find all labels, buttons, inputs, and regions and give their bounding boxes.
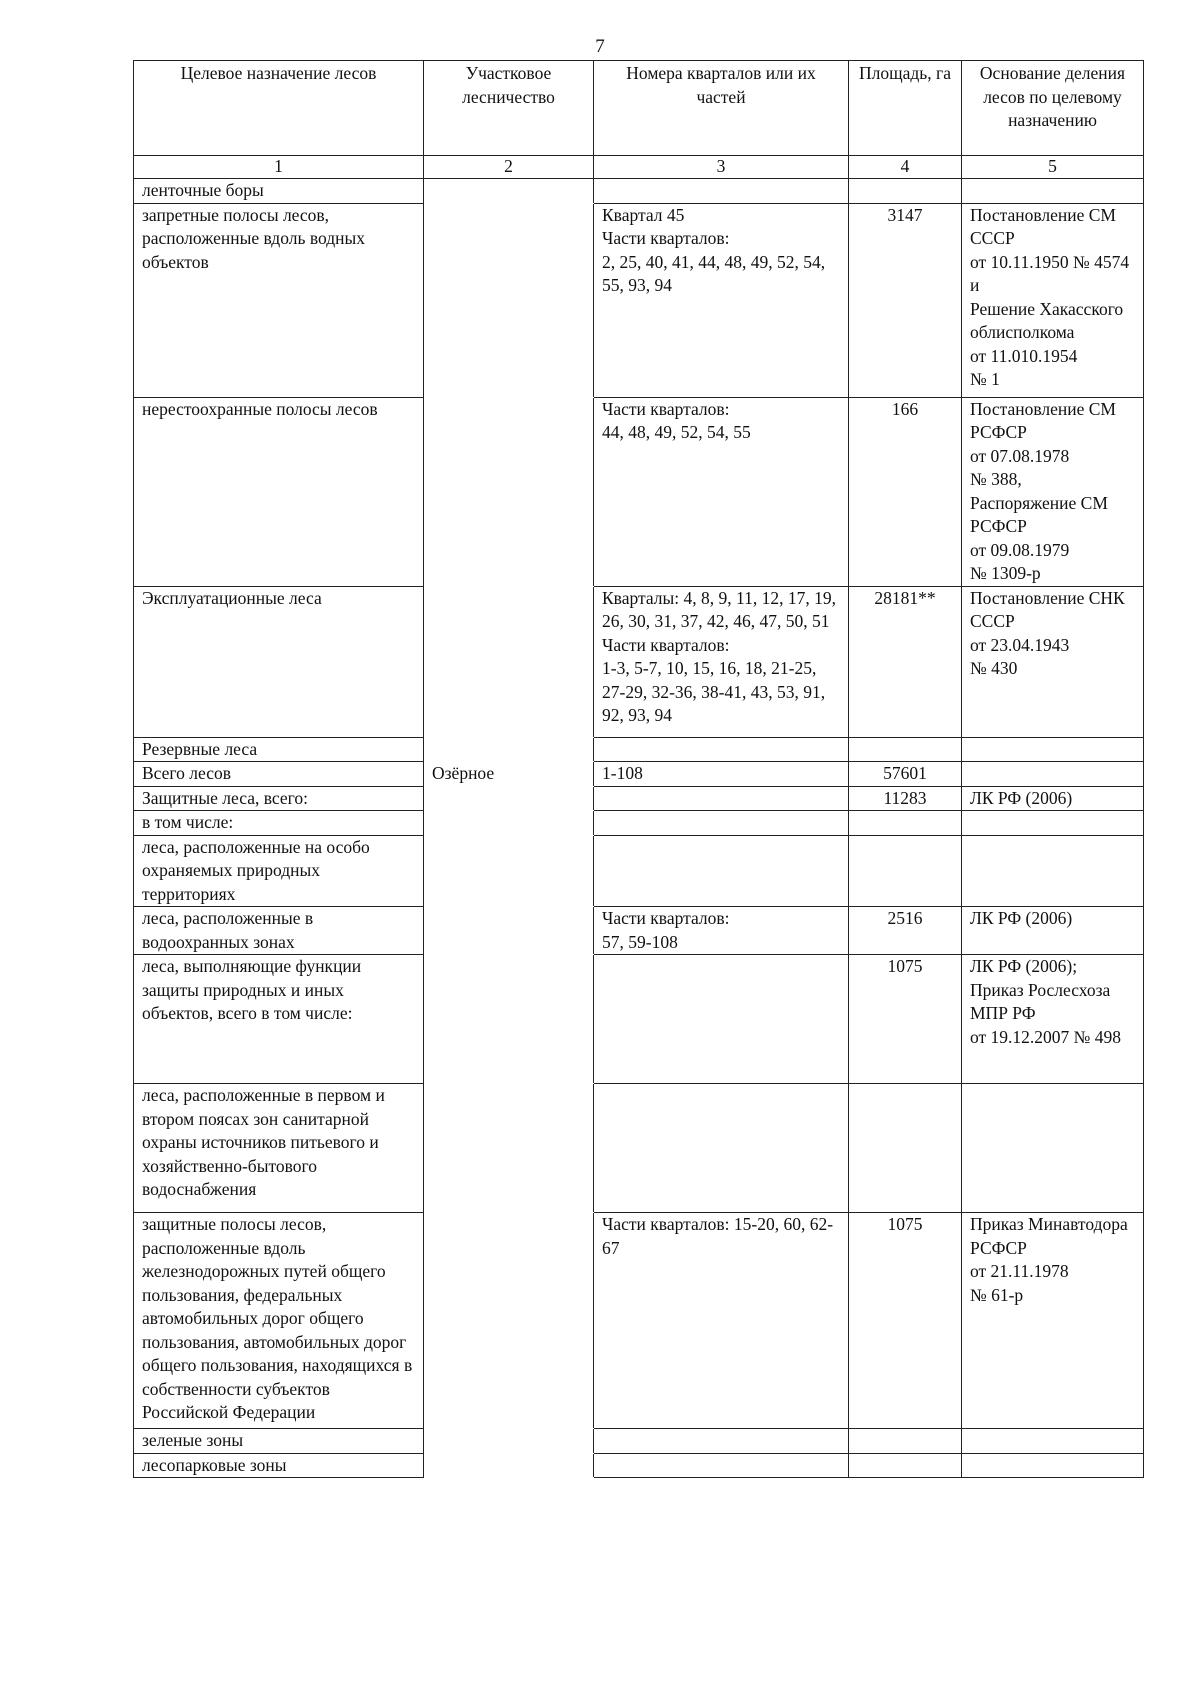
district-cell: [424, 737, 594, 762]
table-row: [134, 762, 1144, 787]
purpose-cell: [134, 811, 424, 836]
purpose-cell: [134, 786, 424, 811]
area-cell: [849, 203, 962, 397]
quarters-cell: [594, 203, 849, 397]
quarters-cell: [594, 811, 849, 836]
basis-cell: [962, 737, 1144, 762]
district-cell: [424, 786, 594, 811]
basis-cell: [962, 1453, 1144, 1478]
purpose-cell: [134, 586, 424, 737]
area-cell: [849, 811, 962, 836]
purpose-cell: [134, 1429, 424, 1454]
cell-text-line: леса, расположенные в водоохранных зонах: [142, 908, 314, 952]
header-quarter-numbers: Номера кварталов или их частей: [594, 61, 849, 156]
table-row: [134, 179, 1144, 204]
quarters-cell: [594, 955, 849, 1084]
cell-text-line: леса, выполняющие функции защиты природных и иных объектов, всего в том числе:: [142, 956, 362, 1023]
cell-text-line: № 61-р: [970, 1284, 1024, 1305]
cell-text-line: Квартал 45: [602, 204, 685, 225]
table-row: [134, 737, 1144, 762]
table-row: [134, 955, 1144, 1084]
cell-text-line: в том числе:: [142, 812, 234, 832]
area-cell: [849, 786, 962, 811]
quarters-cell: [594, 397, 849, 586]
cell-text-line: 166: [891, 398, 919, 419]
basis-cell: [962, 835, 1144, 907]
header-forestry-district: Участковое лесничество: [424, 61, 594, 156]
cell-text-line: 2516: [887, 908, 923, 928]
cell-text-line: 44, 48, 49, 52, 54, 55: [602, 422, 751, 442]
basis-cell: [962, 907, 1144, 955]
cell-text-line: Постановление СНК СССР: [970, 587, 1125, 631]
purpose-cell: [134, 1084, 424, 1213]
district-cell: [424, 955, 594, 1084]
cell-text-line: № 1309-р: [970, 563, 1041, 583]
cell-text-line: от 09.08.1979: [970, 539, 1070, 560]
area-cell: [849, 737, 962, 762]
purpose-cell: [134, 907, 424, 955]
table-body: [134, 179, 1144, 1478]
cell-text-line: Кварталы: 4, 8, 9, 11, 12, 17, 19, 26, 30, 31, 37, 42, 46, 47, 50, 51: [602, 587, 836, 631]
column-number: 5: [962, 156, 1144, 179]
cell-text-line: № 388,: [970, 469, 1022, 489]
quarters-cell: [594, 179, 849, 204]
column-number: 1: [134, 156, 424, 179]
cell-text-line: № 430: [970, 658, 1018, 678]
cell-text-line: от 07.08.1978: [970, 445, 1070, 466]
area-cell: [849, 179, 962, 204]
cell-text-line: 57, 59-108: [602, 931, 678, 952]
table-row: [134, 811, 1144, 836]
table-row: [134, 203, 1144, 397]
area-cell: [849, 955, 962, 1084]
cell-text-line: Эксплуатационные леса: [142, 587, 322, 608]
purpose-cell: [134, 397, 424, 586]
quarters-cell: [594, 907, 849, 955]
cell-text-line: 11283: [883, 787, 927, 808]
cell-text-line: запретные полосы лесов, расположенные вдоль водных объектов: [142, 204, 365, 272]
district-cell: [424, 1453, 594, 1478]
cell-text-line: Защитные леса, всего:: [142, 787, 308, 808]
basis-cell: [962, 786, 1144, 811]
cell-text-line: защитные полосы лесов, расположенные вдоль железнодорожных путей общего пользования, федеральных автомобильных дорог общего пользования, автомобильных дорог общего пользования, находящихся в собственности субъектов Российской Федерации: [142, 1214, 413, 1422]
column-number: 4: [849, 156, 962, 179]
basis-cell: [962, 762, 1144, 787]
header-purpose: Целевое назначение лесов: [134, 61, 424, 156]
district-cell: [424, 835, 594, 907]
cell-text-line: нерестоохранные полосы лесов: [142, 398, 378, 419]
area-cell: [849, 762, 962, 787]
district-cell: [424, 811, 594, 836]
cell-text-line: Приказ Минавтодора РСФСР: [970, 1214, 1128, 1258]
quarters-cell: [594, 1453, 849, 1478]
table-header-row: [134, 61, 1144, 156]
cell-text-line: 3147: [887, 204, 923, 225]
quarters-cell: [594, 1429, 849, 1454]
purpose-cell: [134, 762, 424, 787]
cell-text-line: Резервные леса: [142, 738, 258, 759]
cell-text-line: Постановление СМ СССР: [970, 204, 1116, 248]
cell-text-line: ЛК РФ (2006): [970, 787, 1073, 808]
header-area: Площадь, га: [849, 61, 962, 156]
quarters-cell: [594, 1084, 849, 1213]
purpose-cell: [134, 1213, 424, 1429]
quarters-cell: [594, 586, 849, 737]
basis-cell: [962, 586, 1144, 737]
table-row: [134, 586, 1144, 737]
quarters-cell: [594, 737, 849, 762]
table-row: [134, 1453, 1144, 1478]
table-row: [134, 397, 1144, 586]
area-cell: [849, 586, 962, 737]
basis-cell: [962, 397, 1144, 586]
cell-text-line: Озёрное: [432, 763, 495, 783]
cell-text-line: № 1: [970, 369, 1000, 389]
header-basis: Основание деления лесов по целевому назначению: [962, 61, 1144, 156]
purpose-cell: [134, 203, 424, 397]
purpose-cell: [134, 737, 424, 762]
basis-cell: [962, 1213, 1144, 1429]
cell-text-line: 1-108: [602, 763, 643, 783]
district-cell: [424, 762, 594, 787]
area-cell: [849, 907, 962, 955]
cell-text-line: Решение Хакасского облисполкома: [970, 298, 1124, 342]
table-row: [134, 786, 1144, 811]
purpose-cell: [134, 1453, 424, 1478]
district-cell: [424, 907, 594, 955]
basis-cell: [962, 1429, 1144, 1454]
purpose-cell: [134, 179, 424, 204]
basis-cell: [962, 1084, 1144, 1213]
page-number: 7: [595, 36, 605, 57]
forest-purpose-table: [133, 60, 1144, 1478]
basis-cell: [962, 955, 1144, 1084]
table-row: [134, 1429, 1144, 1454]
table-row: [134, 1084, 1144, 1213]
area-cell: [849, 1213, 962, 1429]
column-number-row: [134, 156, 1144, 179]
cell-text-line: от 11.010.1954: [970, 345, 1078, 366]
table-row: [134, 907, 1144, 955]
area-cell: [849, 835, 962, 907]
cell-text-line: 28181**: [874, 587, 936, 608]
area-cell: [849, 1429, 962, 1454]
column-number: 3: [594, 156, 849, 179]
cell-text-line: Постановление СМ РСФСР: [970, 398, 1116, 442]
table-row: [134, 1213, 1144, 1429]
cell-text-line: 1075: [887, 956, 923, 976]
cell-text-line: Распоряжение СМ РСФСР: [970, 492, 1108, 536]
district-cell: [424, 397, 594, 586]
cell-text-line: Части кварталов:: [602, 634, 730, 655]
cell-text-line: ЛК РФ (2006): [970, 908, 1073, 928]
quarters-cell: [594, 1213, 849, 1429]
cell-text-line: от 10.11.1950 № 4574 и: [970, 251, 1130, 295]
quarters-cell: [594, 762, 849, 787]
district-cell: [424, 179, 594, 204]
district-cell: [424, 1213, 594, 1429]
table-row: [134, 835, 1144, 907]
quarters-cell: [594, 786, 849, 811]
quarters-cell: [594, 835, 849, 907]
basis-cell: [962, 179, 1144, 204]
cell-text-line: леса, расположенные на особо охраняемых природных территориях: [142, 836, 370, 904]
cell-text-line: Части кварталов:: [602, 398, 730, 419]
purpose-cell: [134, 955, 424, 1084]
cell-text-line: Приказ Рослесхоза МПР РФ: [970, 979, 1111, 1023]
cell-text-line: 2, 25, 40, 41, 44, 48, 49, 52, 54, 55, 93, 94: [602, 251, 826, 295]
district-cell: [424, 203, 594, 397]
cell-text-line: от 23.04.1943: [970, 634, 1070, 655]
cell-text-line: Части кварталов:: [602, 908, 730, 928]
purpose-cell: [134, 835, 424, 907]
cell-text-line: лесопарковые зоны: [142, 1454, 287, 1475]
cell-text-line: Всего лесов: [142, 763, 232, 783]
area-cell: [849, 1453, 962, 1478]
cell-text-line: ленточные боры: [142, 180, 264, 200]
column-number: 2: [424, 156, 594, 179]
area-cell: [849, 397, 962, 586]
cell-text-line: леса, расположенные в первом и втором поясах зон санитарной охраны источников питьевого и хозяйственно-бытового водоснабжения: [142, 1085, 385, 1199]
district-cell: [424, 1084, 594, 1213]
area-cell: [849, 1084, 962, 1213]
cell-text-line: 1075: [887, 1214, 923, 1234]
cell-text-line: ЛК РФ (2006);: [970, 956, 1078, 976]
cell-text-line: 57601: [883, 763, 927, 783]
district-cell: [424, 586, 594, 737]
cell-text-line: от 19.12.2007 № 498: [970, 1026, 1121, 1047]
cell-text-line: Части кварталов:: [602, 228, 730, 248]
cell-text-line: от 21.11.1978: [970, 1261, 1069, 1281]
basis-cell: [962, 811, 1144, 836]
cell-text-line: 1-3, 5-7, 10, 15, 16, 18, 21-25, 27-29, 32-36, 38-41, 43, 53, 91, 92, 93, 94: [602, 658, 826, 725]
basis-cell: [962, 203, 1144, 397]
district-cell: [424, 1429, 594, 1454]
cell-text-line: зеленые зоны: [142, 1430, 244, 1450]
cell-text-line: Части кварталов: 15-20, 60, 62-67: [602, 1214, 834, 1258]
